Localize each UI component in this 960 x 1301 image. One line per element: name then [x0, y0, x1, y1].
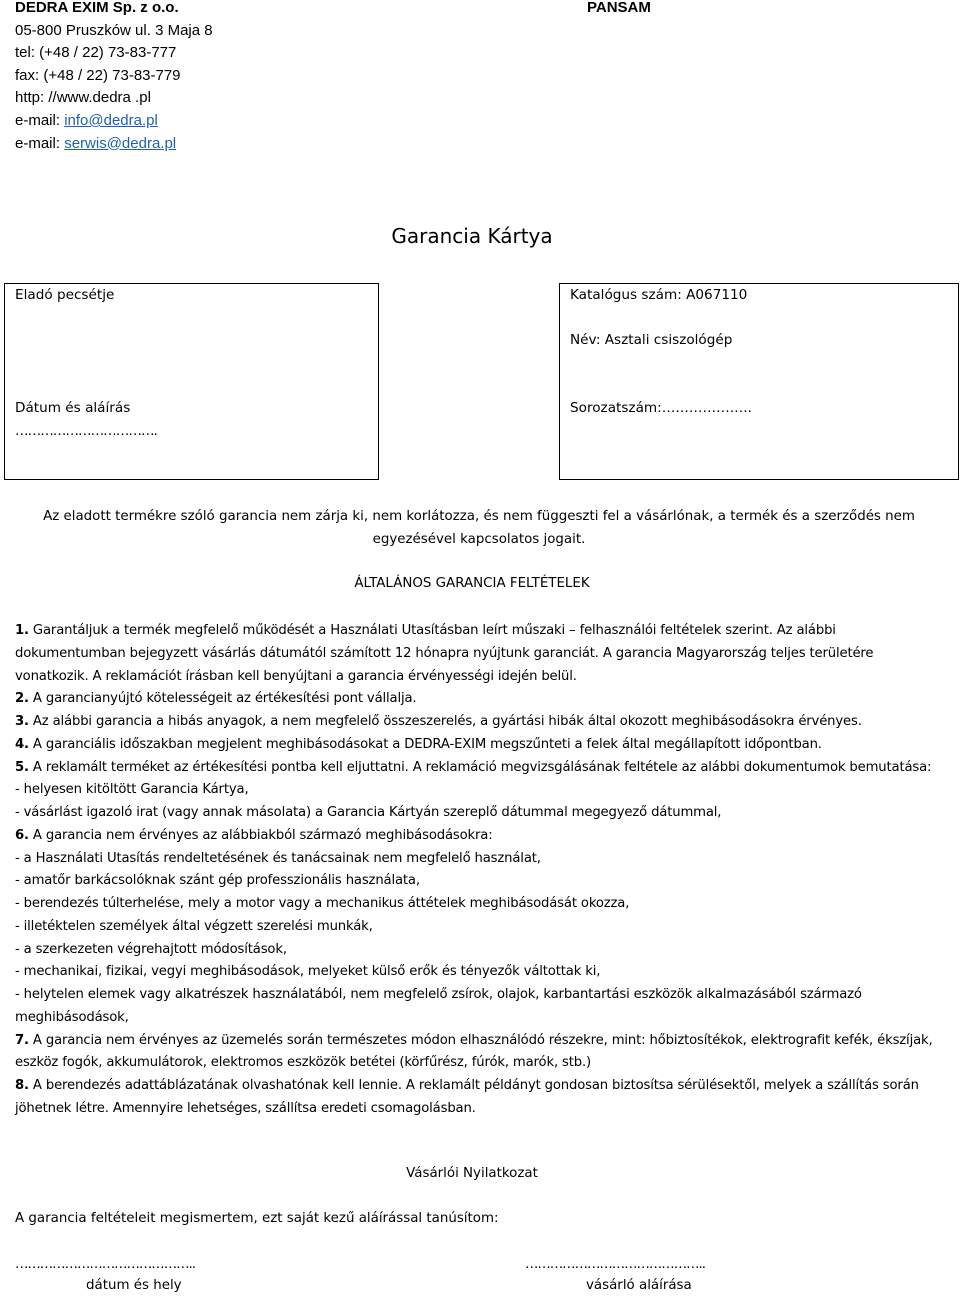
- buyer-signature-label: vásárló aláírása: [586, 1278, 692, 1293]
- seller-stamp-box: [4, 283, 379, 480]
- seller-stamp-label: Eladó pecsétje: [15, 287, 115, 303]
- email-link-info[interactable]: info@dedra.pl: [64, 111, 158, 129]
- catalog-number: Katalógus szám: A067110: [570, 287, 748, 303]
- condition-item: 2. A garancianyújtó kötelességeit az értékesítési pont vállalja.: [15, 691, 417, 707]
- serial-number: Sorozatszám:………………..: [570, 400, 752, 416]
- condition-item: - amatőr barkácsolóknak szánt gép professzionális használata,: [15, 873, 420, 889]
- condition-item: 5. A reklamált terméket az értékesítési pontba kell eljuttatni. A reklamáció megvizsgálásának feltétele az alábbi dokumentumok bemutatása:: [15, 759, 932, 775]
- condition-item: 3. Az alábbi garancia a hibás anyagok, a nem megfelelő összeszerelés, a gyártási hibák által okozott meghibásodásokra érvényes.: [15, 714, 862, 729]
- company-info: [15, 0, 213, 155]
- conditions-list: [15, 620, 945, 1121]
- section-title: ÁLTALÁNOS GARANCIA FELTÉTELEK: [354, 576, 590, 591]
- condition-item: - vásárlást igazoló irat (vagy annak másolata) a Garancia Kártyán szereplő dátummal megegyező dátummal,: [15, 805, 722, 820]
- condition-item: - mechanikai, fizikai, vegyi meghibásodások, melyeket külső erők és tényezők váltottak ki,: [15, 964, 601, 980]
- condition-item: 8. A berendezés adattáblázatának olvashatónak kell lennie. A reklamált példányt gondosan biztosítsa sérülésektől, melyek a szállítás során jöhetnek létre. Amennyire lehetséges, szállítsa eredeti csomagolásban.: [15, 1078, 919, 1116]
- condition-item: 6. A garancia nem érvényes az alábbiakból származó meghibásodásokra:: [15, 827, 493, 843]
- product-name: Név: Asztali csiszológép: [570, 332, 733, 348]
- company-fax: fax: (+48 / 22) 73-83-779: [15, 66, 181, 84]
- document-title: Garancia Kártya: [391, 224, 553, 248]
- condition-item: - illetéktelen személyek által végzett szerelési munkák,: [15, 918, 373, 934]
- condition-item: 7. A garancia nem érvényes az üzemelés során természetes módon elhasználódó részekre, mint: hőbiztosítékok, elektrografit kefék, ékszíjak, eszköz fogók, akkumulátorok, elektromos eszközök betétei (körfűrész, fúrók, marók, stb.): [15, 1032, 933, 1071]
- declaration-title: Vásárlói Nyilatkozat: [406, 1166, 538, 1181]
- condition-item: - a szerkezeten végrehajtott módosítások,: [15, 941, 287, 957]
- condition-item: 1. Garantáljuk a termék megfelelő működését a Használati Utasításban leírt műszaki – felhasználói feltételek szerint. Az alábbi dokumentumban bejegyzett vásárlás dátumától számított 12 hónapra nyújtunk garanciát. A garancia Magyarország teljes területére vonatkozik. A reklamációt írásban kell benyújtani a garancia érvényességi idején belül.: [15, 623, 874, 684]
- brand-name: PANSAM: [587, 0, 651, 16]
- condition-item: - helytelen elemek vagy alkatrészek használatából, nem megfelelő zsírok, olajok, karbantartási eszközök alkalmazásából származó meghibásodások,: [15, 987, 862, 1025]
- date-place-label: dátum és hely: [86, 1278, 182, 1293]
- company-web: http: //www.dedra .pl: [15, 89, 151, 107]
- company-email-1: e-mail: info@dedra.pl: [15, 111, 158, 129]
- condition-item: - a Használati Utasítás rendeltetésének és tanácsainak nem megfelelő használat,: [15, 850, 541, 866]
- company-tel: tel: (+48 / 22) 73-83-777: [15, 44, 177, 62]
- company-address: 05-800 Pruszków ul. 3 Maja 8: [15, 21, 213, 39]
- product-info-box: [559, 283, 959, 480]
- condition-item: - helyesen kitöltött Garancia Kártya,: [15, 782, 249, 798]
- company-name: DEDRA EXIM Sp. z o.o.: [15, 0, 179, 16]
- signature-dots: ……………………………………..: [525, 1257, 705, 1272]
- date-place-dots: ……………………………………..: [15, 1257, 195, 1272]
- date-signature-dots: …………………………….: [15, 423, 157, 439]
- email-link-service[interactable]: serwis@dedra.pl: [64, 134, 177, 152]
- condition-item: - berendezés túlterhelése, mely a motor vagy a mechanikus áttételek meghibásodását okozza,: [15, 896, 630, 911]
- date-signature-label: Dátum és aláírás: [15, 400, 131, 416]
- condition-item: 4. A garanciális időszakban megjelent meghibásodásokat a DEDRA-EXIM megszűnteti a felek által megállapított időpontban.: [15, 736, 822, 752]
- intro-statement: Az eladott termékre szóló garancia nem zárja ki, nem korlátozza, és nem függeszti fel a vásárlónak, a termék és a szerződés nem egyezésével kapcsolatos jogait.: [43, 509, 915, 547]
- company-email-2: e-mail: serwis@dedra.pl: [15, 134, 177, 152]
- declaration-text: A garancia feltételeit megismertem, ezt saját kezű aláírással tanúsítom:: [15, 1211, 499, 1226]
